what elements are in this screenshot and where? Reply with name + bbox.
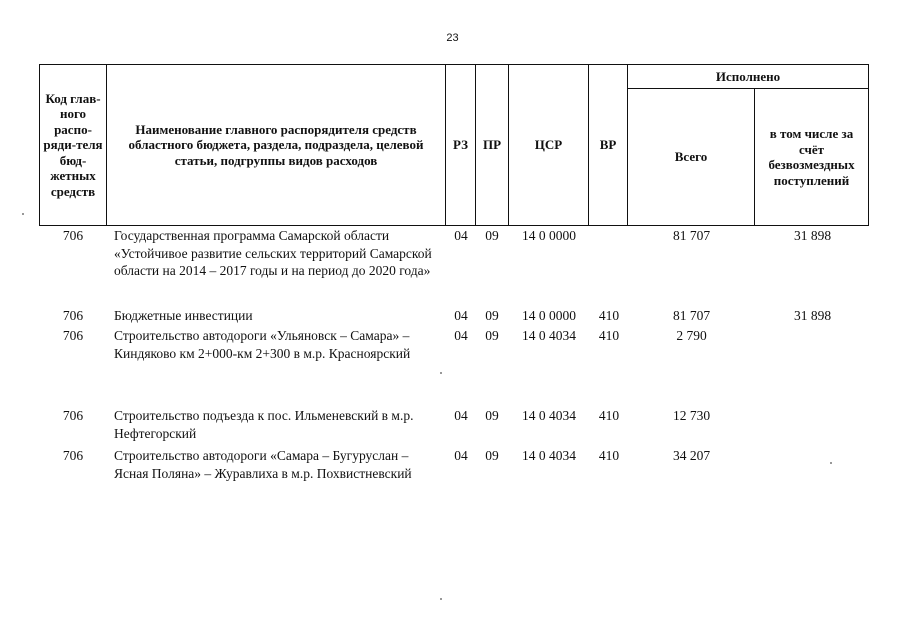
row-csr: 14 0 4034 [522, 408, 576, 423]
row-code: 706 [62, 328, 84, 343]
header-rz: РЗ [453, 137, 468, 153]
row-vr: 410 [598, 448, 620, 463]
row-rz: 04 [454, 308, 468, 323]
row-total: 81 707 [672, 228, 711, 243]
header-executed: Исполнено [715, 68, 781, 84]
row-vr: 410 [598, 328, 620, 343]
row-rz: 04 [454, 228, 468, 243]
row-rz: 04 [454, 408, 468, 423]
header-pr: ПР [482, 137, 502, 153]
row-pr: 09 [485, 228, 499, 243]
header-incl-free: в том числе за счёт безвозмездных поступлений [768, 126, 855, 188]
row-name: Бюджетные инвестиции [114, 308, 253, 323]
row-total: 81 707 [672, 308, 711, 323]
scan-speck [22, 213, 24, 215]
row-vr: 410 [598, 308, 620, 323]
row-code: 706 [62, 228, 84, 243]
row-name: Строительство автодороги «Самара – Бугуруслан – Ясная Поляна» – Журавлиха в м.р. Похвистневский [114, 448, 412, 481]
header-code: Код глав-ного распо-ряди-теля бюд-жетных средств [43, 90, 103, 199]
header-csr: ЦСР [534, 137, 563, 153]
header-vr: ВР [599, 137, 617, 153]
row-code: 706 [62, 448, 84, 463]
row-free: 31 898 [793, 228, 832, 243]
row-csr: 14 0 4034 [522, 448, 576, 463]
row-vr: 410 [598, 408, 620, 423]
row-name: Государственная программа Самарской области «Устойчивое развитие сельских территорий Самарской области на 2014 – 2017 годы и на период до 2020 года» [114, 228, 432, 278]
header-name: Наименование главного распорядителя средств областного бюджета, раздела, подраздела, целевой статьи, подгруппы видов расходов [128, 121, 424, 168]
row-csr: 14 0 0000 [522, 308, 576, 323]
row-total: 2 790 [676, 328, 707, 343]
row-csr: 14 0 0000 [522, 228, 576, 243]
header-bottom-border [39, 225, 869, 226]
row-total: 12 730 [672, 408, 711, 423]
col-border [868, 64, 869, 226]
row-rz: 04 [454, 448, 468, 463]
row-code: 706 [62, 308, 84, 323]
row-pr: 09 [485, 408, 499, 423]
row-free: 31 898 [793, 308, 832, 323]
row-pr: 09 [485, 448, 499, 463]
row-pr: 09 [485, 328, 499, 343]
row-csr: 14 0 4034 [522, 328, 576, 343]
row-name: Строительство автодороги «Ульяновск – Самара» – Киндяково км 2+000-км 2+300 в м.р. Красноярский [114, 328, 411, 361]
scan-speck [440, 372, 442, 374]
scan-speck [440, 598, 442, 600]
scan-speck [830, 462, 832, 464]
row-code: 706 [62, 408, 84, 423]
row-rz: 04 [454, 328, 468, 343]
row-pr: 09 [485, 308, 499, 323]
header-total: Всего [674, 149, 708, 165]
row-total: 34 207 [672, 448, 711, 463]
row-name: Строительство подъезда к пос. Ильменевский в м.р. Нефтегорский [114, 408, 414, 441]
page-number: 23 [446, 32, 459, 44]
